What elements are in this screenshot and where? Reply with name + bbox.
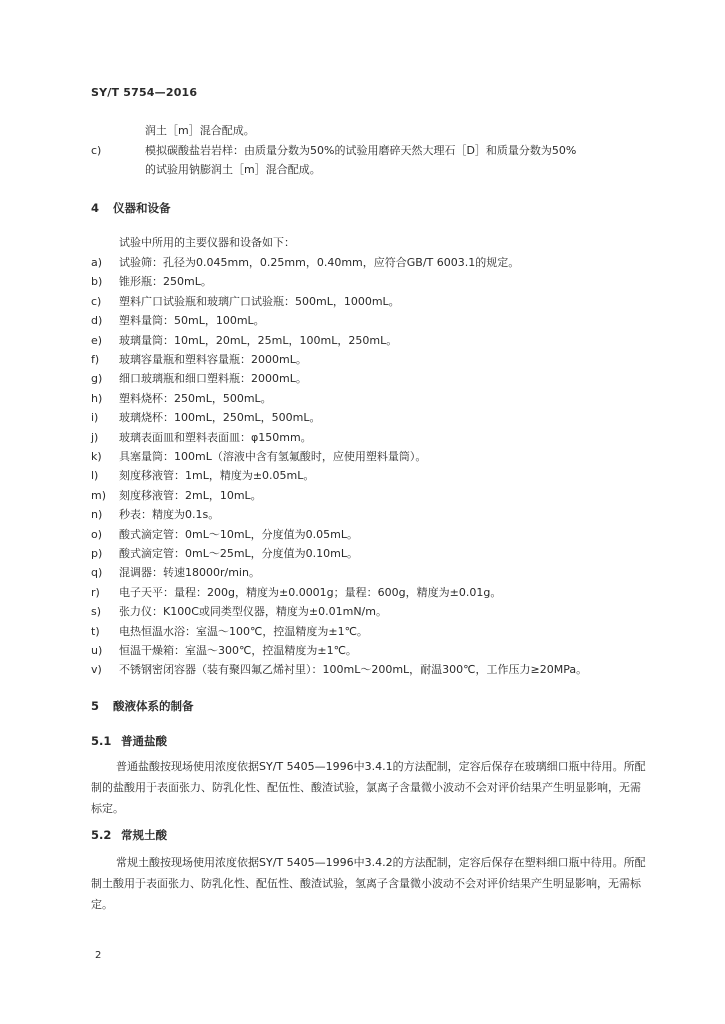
list-item-label: l) [91, 469, 99, 482]
subsection-number: 5.2 [91, 828, 112, 842]
list-item-text: 刻度移液管：1mL，精度为±0.05mL。 [119, 469, 315, 482]
list-item-text: 玻璃量筒：10mL，20mL，25mL，100mL，250mL。 [119, 334, 398, 347]
list-item-text: 试验筛：孔径为0.045mm，0.25mm，0.40mm，应符合GB/T 6003.1的规定。 [119, 256, 520, 269]
section-5-heading [91, 698, 194, 714]
list-item-text: 玻璃容量瓶和塑料容量瓶：2000mL。 [119, 353, 307, 366]
list-item-label: h) [91, 392, 103, 405]
list-item-text: 电子天平：量程：200g，精度为±0.0001g；量程：600g，精度为±0.01g。 [119, 586, 502, 599]
list-item-label: b) [91, 275, 103, 288]
subsection-number: 5.1 [91, 734, 112, 748]
list-item-label: n) [91, 508, 103, 521]
list-item-text: 秒表：精度为0.1s。 [119, 508, 220, 521]
continuation-line: 润土［m］混合配成。 [145, 124, 255, 137]
list-item-text: 电热恒温水浴：室温～100℃，控温精度为±1℃。 [119, 625, 368, 638]
section-number: 5 [91, 699, 100, 713]
list-item-label: e) [91, 334, 103, 347]
list-item-text: 酸式滴定管：0mL～25mL，分度值为0.10mL。 [119, 547, 359, 560]
list-item-text: 混调器：转速18000r/min。 [119, 566, 260, 579]
list-item-label: i) [91, 411, 99, 424]
list-item-text: 玻璃表面皿和塑料表面皿：φ150mm。 [119, 431, 312, 444]
subsection-5-1-heading [91, 733, 167, 749]
item-label: c) [91, 144, 102, 157]
list-item-label: o) [91, 528, 103, 541]
list-item-text: 具塞量筒：100mL（溶液中含有氢氟酸时，应使用塑料量筒）。 [119, 450, 427, 463]
list-item-label: t) [91, 625, 100, 638]
list-item-text: 塑料广口试验瓶和玻璃广口试验瓶：500mL，1000mL。 [119, 295, 400, 308]
subsection-5-2-body: 常规土酸按现场使用浓度依据SY/T 5405—1996中3.4.2的方法配制，定容后保存在塑料细口瓶中待用。所配制土酸用于表面张力、防乳化性、配伍性、酸渣试验，氢离子含量微小波动不会对评价结果产生明显影响，无需标定。 [91, 856, 646, 911]
document-header: SY/T 5754—2016 [91, 86, 198, 99]
subsection-title: 普通盐酸 [121, 734, 167, 748]
list-item-label: m) [91, 489, 107, 502]
section-4-intro: 试验中所用的主要仪器和设备如下： [119, 236, 295, 249]
section-number: 4 [91, 201, 100, 215]
list-item-text: 塑料量筒：50mL，100mL。 [119, 314, 265, 327]
list-item-label: s) [91, 605, 102, 618]
section-title: 仪器和设备 [113, 201, 171, 215]
list-item-label: r) [91, 586, 100, 599]
list-item-label: v) [91, 663, 102, 676]
list-item-label: a) [91, 256, 103, 269]
list-item-label: p) [91, 547, 103, 560]
list-item-label: u) [91, 644, 103, 657]
subsection-title: 常规土酸 [121, 828, 167, 842]
list-item-text: 细口玻璃瓶和细口塑料瓶：2000mL。 [119, 372, 307, 385]
list-item-text: 锥形瓶：250mL。 [119, 275, 212, 288]
list-item-label: d) [91, 314, 103, 327]
list-item-text: 刻度移液管：2mL，10mL。 [119, 489, 262, 502]
list-item-text: 恒温干燥箱：室温～300℃，控温精度为±1℃。 [119, 644, 357, 657]
list-item-label: g) [91, 372, 103, 385]
list-item-text: 玻璃烧杯：100mL，250mL，500mL。 [119, 411, 321, 424]
subsection-5-2-heading [91, 827, 167, 843]
list-item-label: q) [91, 566, 103, 579]
page-number: 2 [95, 950, 102, 961]
list-item-label: j) [91, 431, 99, 444]
list-item-text: 塑料烧杯：250mL，500mL。 [119, 392, 272, 405]
list-item-label: c) [91, 295, 102, 308]
list-item-text: 不锈钢密闭容器（装有聚四氟乙烯衬里）：100mL～200mL，耐温300℃，工作压力≥20MPa。 [119, 663, 588, 676]
list-item-text: 张力仪：K100C或同类型仪器，精度为±0.01mN/m。 [119, 605, 387, 618]
list-item-label: k) [91, 450, 102, 463]
section-4-heading [91, 200, 171, 216]
item-text-cont: 的试验用钠膨润土［m］混合配成。 [145, 163, 321, 176]
subsection-5-1-body: 普通盐酸按现场使用浓度依据SY/T 5405—1996中3.4.1的方法配制，定容后保存在玻璃细口瓶中待用。所配制的盐酸用于表面张力、防乳化性、配伍性、酸渣试验，氯离子含量微小波动不会对评价结果产生明显影响，无需标定。 [91, 760, 646, 815]
item-text: 模拟碳酸盐岩岩样：由质量分数为50%的试验用磨碎天然大理石［D］和质量分数为50% [145, 144, 577, 157]
list-item-text: 酸式滴定管：0mL～10mL，分度值为0.05mL。 [119, 528, 359, 541]
section-title: 酸液体系的制备 [113, 699, 194, 713]
list-item-label: f) [91, 353, 100, 366]
